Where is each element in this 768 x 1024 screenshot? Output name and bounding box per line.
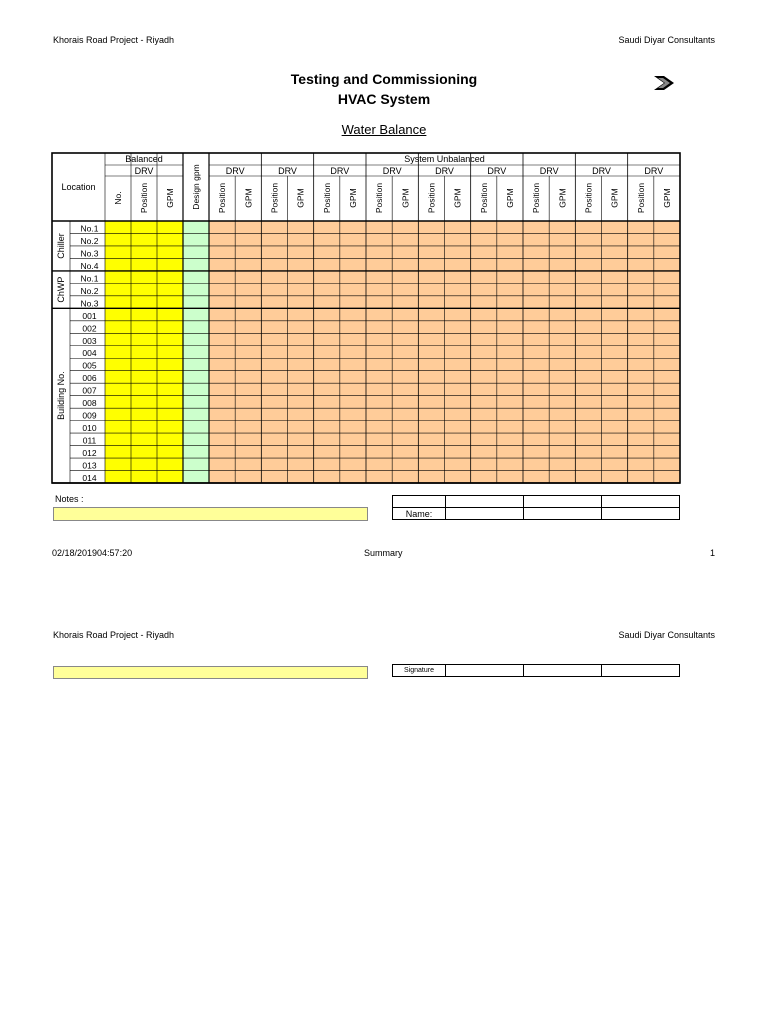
gpm-column-header: GPM xyxy=(557,188,568,208)
row-label: 008 xyxy=(82,398,97,409)
consultant-name: Saudi Diyar Consultants xyxy=(618,35,715,45)
row-label: No.3 xyxy=(80,248,99,259)
page2-consultant-name: Saudi Diyar Consultants xyxy=(618,630,715,640)
balanced-drv-label: DRV xyxy=(134,166,154,176)
position-column-header: Position xyxy=(426,182,437,214)
position-column-header: Position xyxy=(635,182,646,214)
row-label: 012 xyxy=(82,448,97,459)
drv-group-label: DRV xyxy=(278,166,297,176)
drv-group-label: DRV xyxy=(644,166,664,176)
gpm-column-header: GPM xyxy=(347,188,358,208)
position-column-header: Position xyxy=(374,182,385,214)
signature-label: Signature xyxy=(393,665,446,677)
gpm-column-header: GPM xyxy=(452,188,463,208)
position-column-header: Position xyxy=(139,182,149,214)
row-label: 007 xyxy=(82,385,97,396)
gpm-column-header: GPM xyxy=(661,188,672,208)
gpm-column-header: GPM xyxy=(295,188,306,208)
page2-notes-field[interactable] xyxy=(53,666,368,679)
row-label: 005 xyxy=(82,360,97,371)
group-label: Building No. xyxy=(56,371,66,420)
row-label: 002 xyxy=(82,323,97,334)
group-label: ChWP xyxy=(56,276,66,303)
position-column-header: Position xyxy=(269,182,280,214)
row-label: No.2 xyxy=(80,285,99,296)
row-label: 003 xyxy=(82,335,97,346)
row-label: 001 xyxy=(82,310,97,321)
footer-datetime: 02/18/201904:57:20 xyxy=(52,548,133,558)
section-title: Water Balance xyxy=(341,122,427,137)
row-label: 014 xyxy=(82,473,97,483)
unbalanced-header: System Unbalanced xyxy=(404,154,485,164)
gpm-column-header: GPM xyxy=(504,188,515,208)
position-column-header: Position xyxy=(478,182,489,214)
row-label: 004 xyxy=(82,348,97,359)
row-label: No.4 xyxy=(80,260,99,271)
no-column-header: No. xyxy=(113,191,123,205)
page2-project-name: Khorais Road Project - Riyadh xyxy=(53,630,175,640)
drv-group-label: DRV xyxy=(487,166,507,176)
page-title: Testing and Commissioning xyxy=(290,71,478,87)
project-name: Khorais Road Project - Riyadh xyxy=(53,35,175,45)
page-subtitle-system: HVAC System xyxy=(337,91,431,107)
name-label: Name: xyxy=(393,508,446,520)
gpm-column-header: GPM xyxy=(609,188,620,208)
notes-label: Notes : xyxy=(55,494,84,504)
row-label: No.3 xyxy=(80,298,99,309)
gpm-column-header: GPM xyxy=(165,188,175,208)
drv-group-label: DRV xyxy=(225,166,245,176)
drv-group-label: DRV xyxy=(330,166,350,176)
row-label: 011 xyxy=(82,435,97,446)
footer-page-number: 1 xyxy=(710,548,716,558)
water-balance-table xyxy=(0,0,768,500)
row-label: 009 xyxy=(82,410,97,421)
row-label: 010 xyxy=(82,423,97,434)
gpm-column-header: GPM xyxy=(400,188,411,208)
row-label: No.1 xyxy=(80,273,99,284)
name-table xyxy=(392,495,680,520)
row-label: 013 xyxy=(82,460,97,471)
drv-group-label: DRV xyxy=(539,166,559,176)
design-fill xyxy=(183,221,209,483)
drv-group-label: DRV xyxy=(435,166,454,176)
position-column-header: Position xyxy=(531,182,542,214)
gpm-column-header: GPM xyxy=(243,188,254,208)
footer-sheet-name: Summary xyxy=(364,548,403,558)
position-column-header: Position xyxy=(583,182,594,214)
row-label: No.1 xyxy=(80,223,99,234)
design-gpm-header: Design gpm xyxy=(191,164,201,210)
row-label: 006 xyxy=(82,373,97,384)
drv-group-label: DRV xyxy=(592,166,611,176)
balanced-header: Balanced xyxy=(125,154,163,164)
signature-table xyxy=(392,664,680,677)
location-header: Location xyxy=(61,182,96,192)
group-label: Chiller xyxy=(56,233,66,259)
drv-group-label: DRV xyxy=(382,166,402,176)
row-label: No.2 xyxy=(80,235,99,246)
position-column-header: Position xyxy=(217,182,228,214)
position-column-header: Position xyxy=(321,182,332,214)
notes-field[interactable] xyxy=(53,507,368,521)
